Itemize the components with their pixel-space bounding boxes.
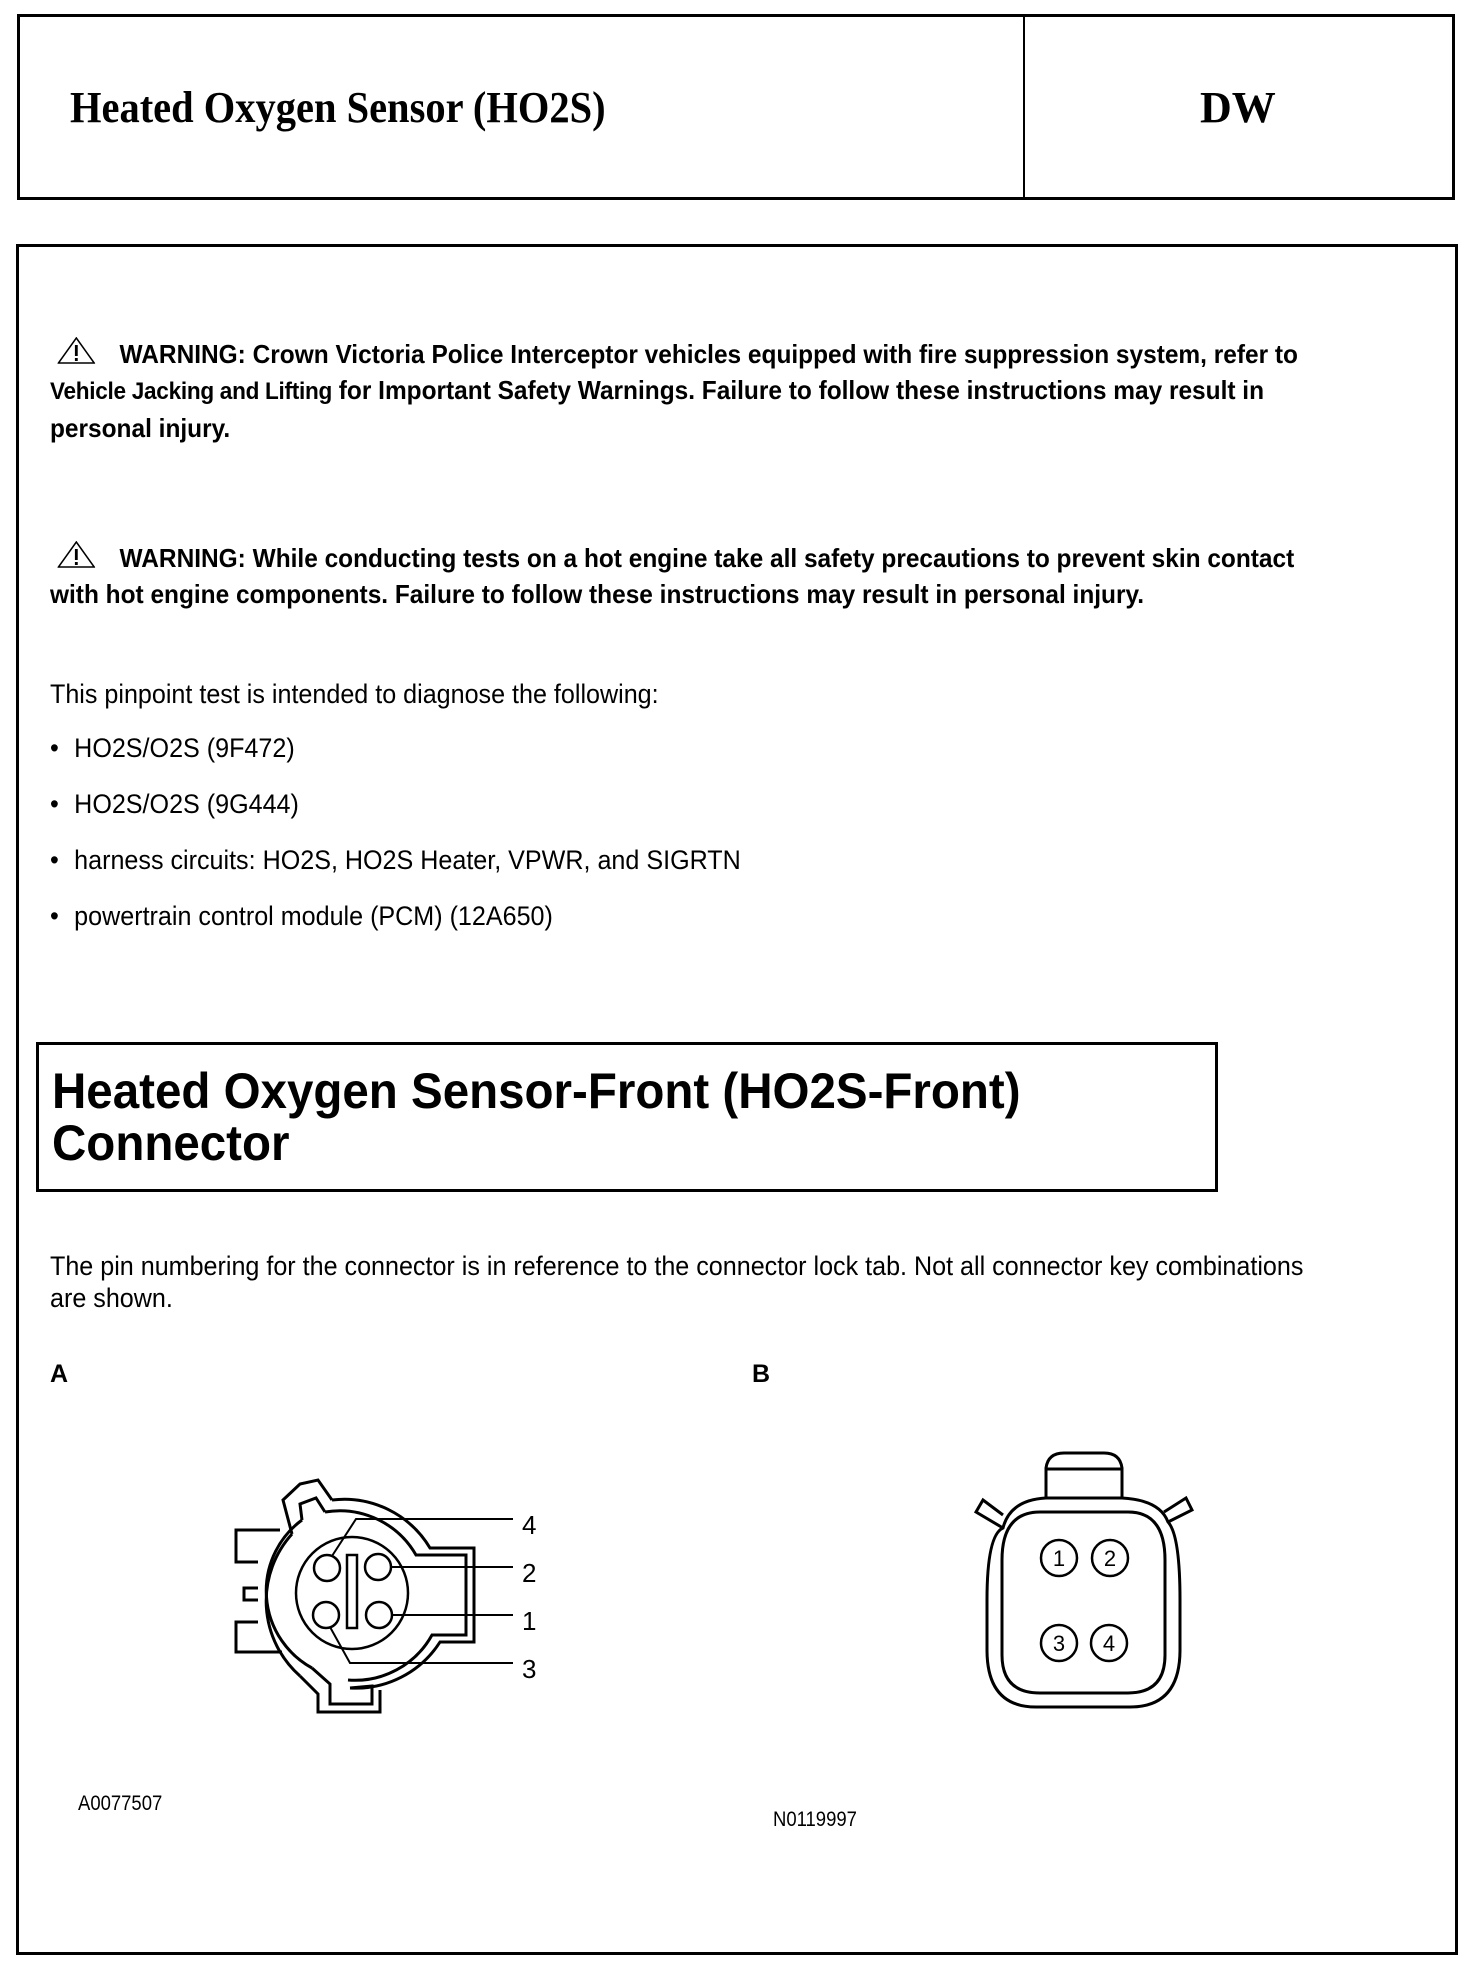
warning-triangle-icon xyxy=(58,541,96,569)
warning-text: While conducting tests on a hot engine take all safety precautions to prevent skin contact with hot engine components. Failure to follow these instructions may result in personal injury. xyxy=(50,543,1295,609)
bullet-icon: • xyxy=(50,733,59,763)
pin-callout-2: 2 xyxy=(522,1558,537,1588)
figure-a-label: A xyxy=(50,1360,69,1388)
connector-a-diagram xyxy=(220,1460,560,1720)
section-heading: Heated Oxygen Sensor-Front (HO2S-Front) Connector xyxy=(52,1063,1021,1171)
bullet-icon: • xyxy=(50,845,59,875)
section-code: DW xyxy=(1200,83,1276,132)
intro-text: This pinpoint test is intended to diagnose the following: xyxy=(50,679,659,709)
diagnose-list xyxy=(50,732,741,956)
bullet-icon: • xyxy=(50,901,59,931)
warning-triangle-icon xyxy=(58,337,96,365)
page-title: Heated Oxygen Sensor (HO2S) xyxy=(70,83,606,132)
pin-label-2: 2 xyxy=(1103,1546,1117,1571)
warning-text: Crown Victoria Police Interceptor vehicles equipped with fire suppression system, refer to xyxy=(252,339,1298,369)
pin-callout-4: 4 xyxy=(522,1510,537,1540)
list-item: • HO2S/O2S (9F472) xyxy=(50,733,295,763)
warning-fire-suppression xyxy=(50,336,1338,446)
list-item: • powertrain control module (PCM) (12A650) xyxy=(50,901,553,931)
header-divider xyxy=(1023,14,1025,200)
list-item: • harness circuits: HO2S, HO2S Heater, VPWR, and SIGRTN xyxy=(50,845,741,875)
figure-b-code: N0119997 xyxy=(773,1808,857,1831)
pin-label-4: 4 xyxy=(1102,1631,1116,1656)
pin-callout-1: 1 xyxy=(522,1606,537,1636)
pin-numbering-note: The pin numbering for the connector is in reference to the connector lock tab. Not all connector key combinations are shown. xyxy=(50,1251,1304,1313)
figure-a-code: A0077507 xyxy=(78,1792,163,1815)
figure-b-label: B xyxy=(752,1360,771,1388)
connector-b-diagram xyxy=(960,1440,1220,1720)
pin-label-3: 3 xyxy=(1052,1631,1066,1656)
list-item: • HO2S/O2S (9G444) xyxy=(50,789,299,819)
warning-label: WARNING: xyxy=(119,543,246,573)
bullet-icon: • xyxy=(50,789,59,819)
reference-link-vehicle-jacking[interactable]: Vehicle Jacking and Lifting xyxy=(50,378,332,405)
warning-hot-engine xyxy=(50,540,1338,612)
pin-callout-3: 3 xyxy=(522,1654,537,1684)
warning-text-continued: for Important Safety Warnings. Failure to follow these instructions may result in personal injury. xyxy=(50,375,1265,443)
warning-label: WARNING: xyxy=(119,339,246,369)
pin-label-1: 1 xyxy=(1052,1546,1066,1571)
